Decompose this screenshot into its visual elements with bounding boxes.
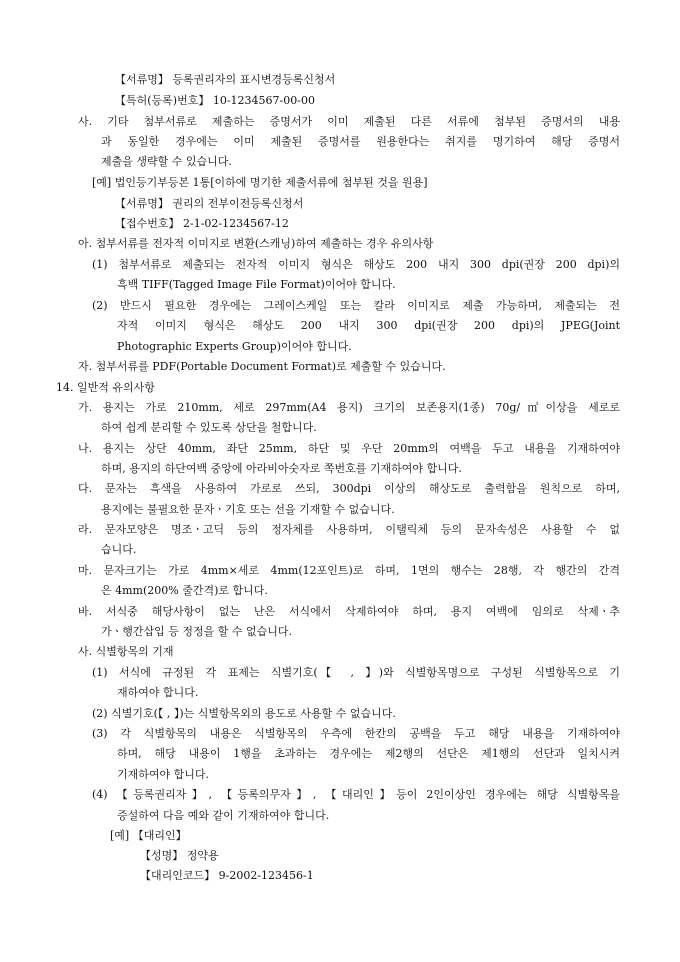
text-line: (1) 서식에 규정된 각 표제는 식별기호(【 , 】)와 식별항목명으로 구성된 식별항목으로 기 [92, 666, 620, 679]
text-line: 하며, 해당 내용이 1행을 초과하는 경우에는 제2행의 선단은 제1행의 선단과 일치시켜 [117, 747, 620, 760]
text-line: 14. 일반적 유의사항 [56, 381, 155, 394]
text-line: 용지에는 불필요한 문자ㆍ기호 또는 선을 기재할 수 없습니다. [101, 503, 395, 516]
text-line: 제출을 생략할 수 있습니다. [101, 155, 232, 168]
text-line: 사. 식별항목의 기재 [78, 645, 174, 658]
text-line: (3) 각 식별항목의 내용은 식별항목의 우측에 한칸의 공백을 두고 해당 내용을 기재하여야 [92, 727, 620, 740]
text-line: 자. 첨부서류를 PDF(Portable Document Format)로 제출할 수 있습니다. [78, 360, 446, 373]
text-line: 습니다. [101, 543, 137, 556]
text-line: (2) 반드시 필요한 경우에는 그레이스케일 또는 칼라 이미지로 제출 가능하며, 제출되는 전 [92, 299, 620, 312]
text-line: 가ㆍ행간삽입 등 정정을 할 수 없습니다. [101, 625, 292, 638]
text-line: (4) 【등록권리자】, 【등록의무자】, 【대리인】등이 2인이상인 경우에는 해당 식별항목을 [92, 788, 620, 801]
text-line: Photographic Experts Group)이어야 합니다. [117, 340, 352, 353]
text-line: 자적 이미지 형식은 해상도 200 내지 300 dpi(권장 200 dpi)의 JPEG(Joint [117, 319, 620, 332]
text-line: 【서류명】 등록권리자의 표시변경등록신청서 [115, 73, 336, 86]
text-line: 하여 쉽게 분리할 수 있도록 상단을 철합니다. [101, 421, 317, 434]
text-line: 아. 첨부서류를 전자적 이미지로 변환(스캐닝)하여 제출하는 경우 유의사항 [78, 237, 434, 250]
text-line: (2) 식별기호(【 , 】)는 식별항목외의 용도로 사용할 수 없습니다. [92, 707, 396, 720]
text-line: 재하여야 합니다. [117, 686, 199, 699]
text-line: [예] 【대리인】 [110, 829, 187, 842]
text-line: 【특허(등록)번호】 10-1234567-00-00 [115, 94, 315, 107]
text-line: 나. 용지는 상단 40mm, 좌단 25mm, 하단 및 우단 20mm의 여백을 두고 내용을 기재하여야 [78, 442, 620, 455]
text-line: 과 동일한 경우에는 이미 제출된 증명서를 원용한다는 취지를 명기하여 해당 증명서 [101, 135, 620, 148]
text-line: 바. 서식중 해당사항이 없는 난은 서식에서 삭제하여야 하며, 용지 여백에 임의로 삭제ㆍ추 [78, 605, 620, 618]
text-line: 【성명】 정약용 [140, 849, 219, 862]
text-line: 다. 문자는 흑색을 사용하여 가로로 쓰되, 300dpi 이상의 해상도로 출력함을 원칙으로 하며, [78, 482, 620, 495]
text-line: 하며, 용지의 하단여백 중앙에 아라비아숫자로 쪽번호를 기재하여야 합니다. [101, 462, 462, 475]
text-line: [예] 법인등기부등본 1통[이하에 명기한 제출서류에 첨부된 것을 원용] [92, 176, 428, 189]
text-line: 【접수번호】 2-1-02-1234567-12 [115, 217, 289, 230]
text-line: 가. 용지는 가로 210mm, 세로 297mm(A4 용지) 크기의 보존용지(1종) 70g/㎡이상을 세로로 [78, 401, 620, 414]
text-line: 증설하여 다음 예와 같이 기재하여야 합니다. [117, 809, 330, 822]
text-line: 기재하여야 합니다. [117, 768, 210, 781]
text-line: 라. 문자모양은 명조ㆍ고딕 등의 정자체를 사용하며, 이탤릭체 등의 문자속성은 사용할 수 없 [78, 523, 620, 536]
text-line: (1) 첨부서류로 제출되는 전자적 이미지 형식은 해상도 200 내지 300 dpi(권장 200 dpi)의 [92, 258, 620, 271]
text-line: 은 4mm(200% 줄간격)로 합니다. [101, 584, 268, 597]
text-line: 【대리인코드】 9-2002-123456-1 [140, 869, 314, 882]
text-line: 마. 문자크기는 가로 4mm×세로 4mm(12포인트)로 하며, 1면의 행수는 28행, 각 행간의 간격 [78, 564, 620, 577]
text-line: 흑백 TIFF(Tagged Image File Format)이어야 합니다. [117, 278, 396, 291]
text-line: 사. 기타 첨부서류로 제출하는 증명서가 이미 제출된 다른 서류에 첨부된 증명서의 내용 [78, 115, 620, 128]
text-line: 【서류명】 권리의 전부이전등록신청서 [115, 197, 304, 210]
